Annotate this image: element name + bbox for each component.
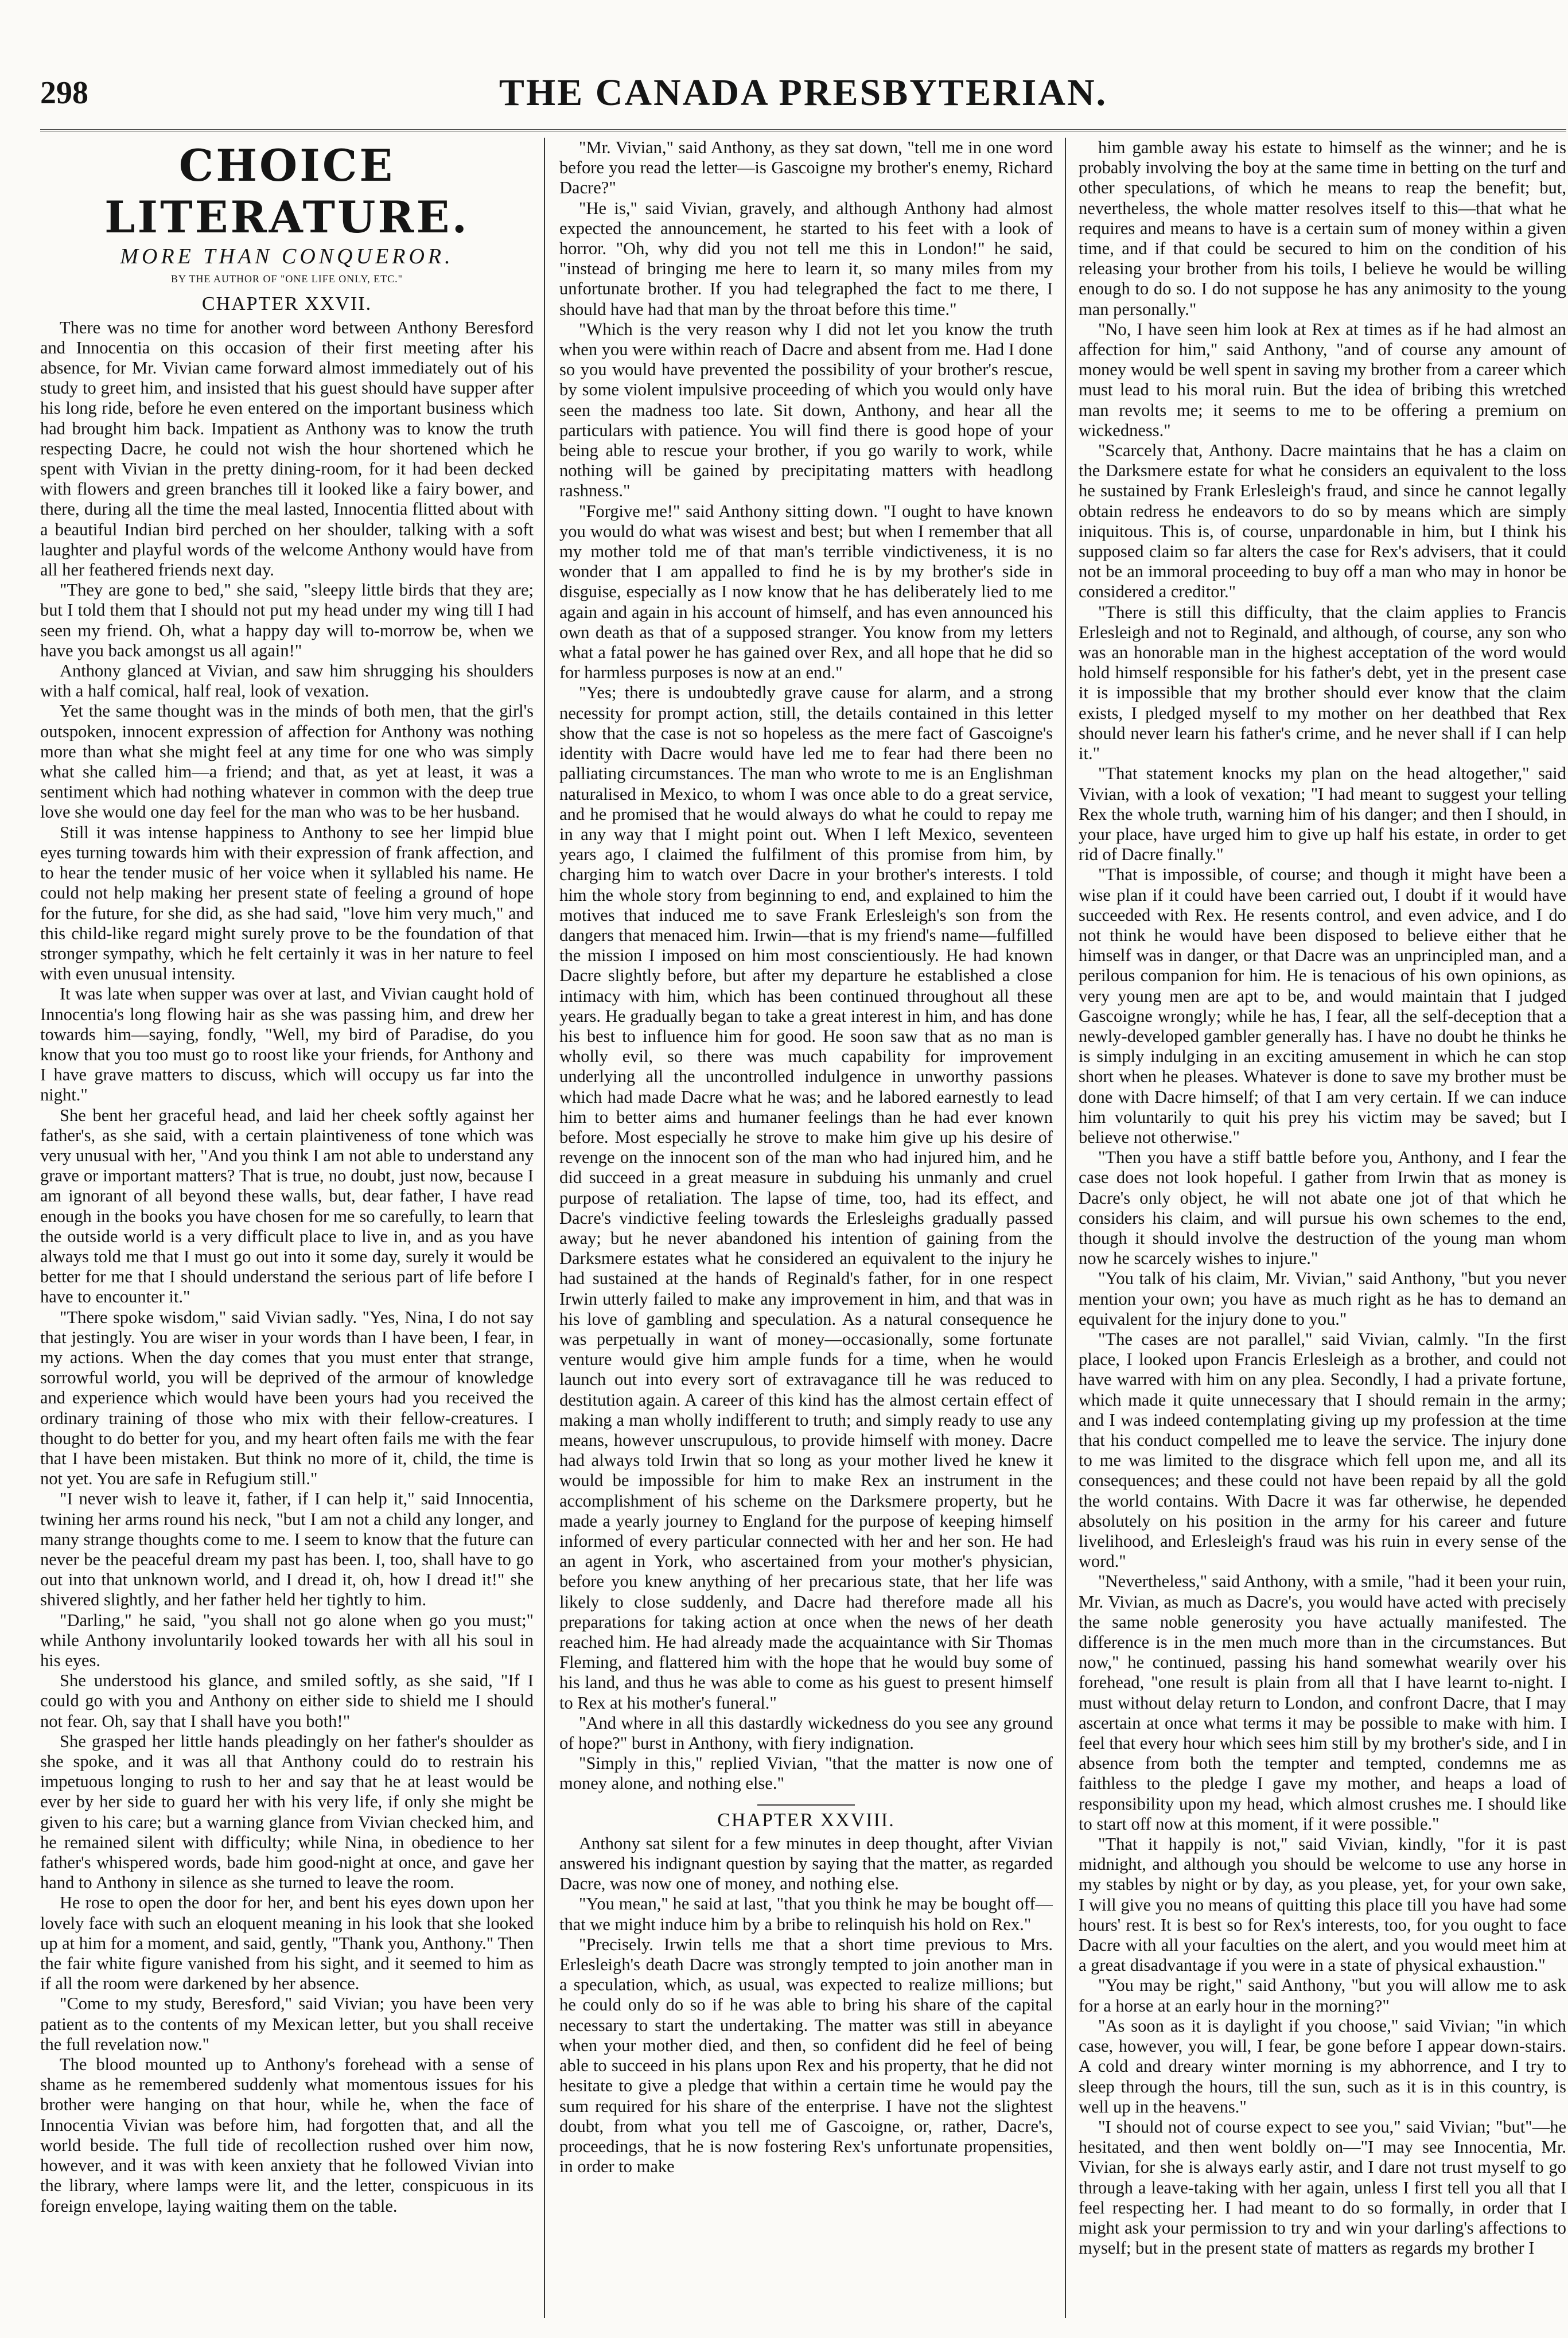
paragraph: She grasped her little hands pleadingly on her father's shoulder as she spoke, and it was all that Anthony could do to restrain his impetuous longing to rush to her and say that he at least would be ever by her side to guard her with his very life, if only she might be given to his care; but a warning glance from Vivian checked him, and he remained silent with difficulty; while Nina, in obedience to her father's whispered words, bade him good-night at once, and gave her hand to Anthony in silence as she turned to leave the room.: [40, 1731, 534, 1893]
masthead-rule: [40, 129, 1566, 131]
paragraph: "As soon as it is daylight if you choose," said Vivian; "in which case, however, you will, I fear, be gone before I appear down-stairs. A cold and dreary winter morning is my abhorrence, and I try to sleep through the hours, till the sun, such as it is in this country, is well up in the heavens.": [1079, 2016, 1566, 2117]
paragraph: "I should not of course expect to see you," said Vivian; "but"—he hesitated, and then went boldly on—"I may see Innocentia, Mr. Vivian, for she is always early astir, and I dare not trust myself to go through a leave-taking with her again, unless I first tell you all that I feel respecting her. I had meant to do so formally, in order that I might ask your permission to try and win your darling's affections to myself; but in the present state of matters as regards my brother I: [1079, 2117, 1566, 2258]
paragraph: "Then you have a stiff battle before you, Anthony, and I fear the case does not look hopeful. I gather from Irwin that as money is Dacre's only object, he will not abate one jot of that which he considers his claim, and will pursue his own schemes to the end, though it should involve the destruction of the young man whom now he scarcely wishes to injure.": [1079, 1147, 1566, 1269]
paragraph: "Which is the very reason why I did not let you know the truth when you were within reach of Dacre and absent from me. Had I done so you would have prevented the possibility of your brother's rescue, by some violent impulsive proceeding of which you would only have seen the madness too late. Sit down, Anthony, and hear all the particulars with patience. You will find there is good hope of your being able to rescue your brother, if you go warily to work, while nothing will be gained by precipitating matters with headlong rashness.": [559, 319, 1053, 501]
paragraph: "He is," said Vivian, gravely, and although Anthony had almost expected the announcement, he started to his feet with a look of horror. "Oh, why did you not tell me this in London!" he said, "instead of bringing me here to learn it, so many miles from my unfortunate brother. If you had telegraphed the fact to me there, I should have had that man by the throat before this time.": [559, 198, 1053, 319]
section-heading: CHOICE LITERATURE.: [104, 140, 469, 243]
paragraph: "Yes; there is undoubtedly grave cause for alarm, and a strong necessity for prompt action, still, the details contained in this letter show that the case is not so hopeless as the mere fact of Gascoigne's identity with Dacre would have led me to fear had there been no palliating circumstances. The man who wrote to me is an Englishman naturalised in Mexico, to whom I was once able to do a great service, and he promised that he would always do what he could to repay me in any way that I might point out. When I left Mexico, seventeen years ago, I claimed the fulfilment of this promise from him, by charging him to watch over Dacre in your brother's interests. I told him the whole story from beginning to end, and explained to him the motives that induced me to save Frank Erlesleigh's son from the dangers that menaced him. Irwin—that is my friend's name—fulfilled the mission I imposed on him most conscientiously. He had known Dacre slightly before, but after my departure he established a close intimacy with him, which has been continued throughout all these years. He gradually began to take a great interest in him, and has done his best to influence him for good. He soon saw that as no man is wholly evil, so there was much capability for improvement underlying all the uncontrolled indulgence in unworthy passions which had made Dacre what he was; and he labored earnestly to lead him to better aims and humaner feelings than he had ever known before. Most especially he strove to make him give up his desire of revenge on the innocent son of the man who had injured him, and he did succeed in a great measure in subduing his unmanly and cruel purpose of retaliation. The lapse of time, too, had its effect, and Dacre's vindictive feeling towards the Erlesleighs gradually passed away; but he never abandoned his intention of gaining from the Darksmere estates what he considered an equivalent to the injury he had sustained at the hands of Reginald's father, for in one respect Irwin utterly failed to make any improvement in him, and that was in his love of gambling and speculation. As a natural consequence he was perpetually in want of money—occasionally, some fortunate venture would give him ample funds for a time, when he would launch out into every sort of extravagance till he was reduced to destitution again. A career of this kind has the almost certain effect of making a man wholly indifferent to truth; and simply ready to use any means, however unscrupulous, to provide himself with money. Dacre had always told Irwin that so long as your mother lived he knew it would be impossible for him to make Rex an instrument in the accomplishment of his scheme on the Darksmere property, but he made a yearly journey to England for the purpose of keeping himself informed of every particular connected with her and her son. He had an agent in York, who ascertained from your mother's physician, before you knew anything of her precarious state, that her life was likely to close suddenly, and Dacre had therefore made all his preparations for taking action at once when the news of her death reached him. He had already made the acquaintance with Sir Thomas Fleming, and flattered him with the hope that he would buy some of his land, and thus he was able to come as his guest to present himself to Rex at his mother's funeral.": [559, 683, 1053, 1713]
paragraph: "Forgive me!" said Anthony sitting down. "I ought to have known you would do what was wisest and best; but when I remember that all my mother told me of that man's terrible vindictiveness, it is no wonder that I am appalled to find he is by my brother's side in disguise, especially as I now know that he has deliberately lied to me again and again in his account of himself, and has even announced his own death as that of a supposed stranger. You know from my letters what a fatal power he has gained over Rex, and all hope that he did so for harmless purposes is now at an end.": [559, 501, 1053, 683]
paragraph: The blood mounted up to Anthony's forehead with a sense of shame as he remembered suddenly what momentous issues for his brother were hanging on that hour, while he, when the face of Innocentia Vivian was before him, had forgotten that, and all the world beside. The full tide of recollection rushed over him now, however, and it was with keen anxiety that he followed Vivian into the library, where lamps were lit, and the letter, conspicuous in its foreign envelope, laying waiting them on the table.: [40, 2055, 534, 2216]
publication-title: THE CANADA PRESBYTERIAN.: [499, 72, 1108, 114]
paragraph: "And where in all this dastardly wickedness do you see any ground of hope?" burst in Anthony, with fiery indignation.: [559, 1713, 1053, 1753]
paragraph: "They are gone to bed," she said, "sleepy little birds that they are; but I told them that I should not put my head under my wing till I had seen my friend. Oh, what a happy day will to-morrow be, when we have you back amongst us all again!": [40, 580, 534, 660]
paragraph: "Simply in this," replied Vivian, "that the matter is now one of money alone, and nothing else.": [559, 1753, 1053, 1794]
paragraph: "Nevertheless," said Anthony, with a smile, "had it been your ruin, Mr. Vivian, as much as Dacre's, you would have acted with precisely the same noble generosity you have actually manifested. The difference is in the men much more than in the circumstances. But now," he continued, passing his hand somewhat wearily over his forehead, "one result is plain from all that I have learnt to-night. I must without delay return to London, and confront Dacre, that I may ascertain at once what terms it may be possible to make with him. I feel that every hour which sees him still by my brother's side, and I in absence from both the tempter and tempted, condemns me as faithless to the pledge I gave my mother, and heaps a load of responsibility upon my head, which almost crushes me. I should like to start off now at this moment, if it were possible.": [1079, 1571, 1566, 1834]
column-three: [1079, 138, 1566, 2318]
paragraph: "Darling," he said, "you shall not go alone when go you must;" while Anthony involuntarily looked towards her with all his soul in his eyes.: [40, 1610, 534, 1671]
paragraph: "Scarcely that, Anthony. Dacre maintains that he has a claim on the Darksmere estate for what he considers an equivalent to the loss he sustained by Frank Erlesleigh's fraud, and since he cannot legally obtain redress he endeavors to do so by means which are simply iniquitous. This is, of course, unpardonable in him, but I think his supposed claim so far alters the case for Rex's advisers, that it could not be an immoral proceeding to buy off a man who may in honor be considered a creditor.": [1079, 441, 1566, 602]
paragraph: "The cases are not parallel," said Vivian, calmly. "In the first place, I looked upon Francis Erlesleigh as a brother, and could not have warred with him on any plea. Secondly, I had a private fortune, which made it quite unnecessary that I should remain in the army; and I was indeed contemplating giving up my profession at the time that his conduct compelled me to leave the service. The injury done to me was limited to the disgrace which fell upon me, and all its consequences; and these could not have been repaid by all the gold the world contains. With Dacre it was far otherwise, he depended absolutely on his position in the army for his career and future livelihood, and Erlesleigh's fraud was his ruin in every sense of the word.": [1079, 1329, 1566, 1571]
column-two-body-continued: [559, 1834, 1053, 2177]
page-number: 298: [40, 75, 88, 111]
paragraph: Anthony sat silent for a few minutes in deep thought, after Vivian answered his indignant question by saying that the matter, as regarded Dacre, was now one of money, and nothing else.: [559, 1833, 1053, 1894]
paragraph: "That is impossible, of course; and though it might have been a wise plan if it could have been carried out, I doubt if it would have succeeded with Rex. He resents control, and even advice, and I do not think he would have been disposed to believe either that he himself was in danger, or that Dacre was an unprincipled man, and a perilous companion for him. He is tenacious of his own opinions, as very young men are apt to be, and would maintain that I judged Gascoigne wrongly; while he has, I fear, all the self-deception that a newly-developed gambler generally has. I have no doubt he thinks he is simply indulging in an exciting amusement in which he can stop short when he pleases. Whatever is done to save my brother must be done with Dacre himself; of that I am very certain. If we can induce him voluntarily to quit his prey his victim may be saved; but I believe not otherwise.": [1079, 865, 1566, 1147]
paragraph: She understood his glance, and smiled softly, as she said, "If I could go with you and Anthony on either side to shield me I should not fear. Oh, say that I shall have you both!": [40, 1671, 534, 1731]
column-one-body: [40, 318, 534, 2216]
paragraph: "Come to my study, Beresford," said Vivian; you have been very patient as to the contents of my Mexican letter, but you shall receive the full revelation now.": [40, 1994, 534, 2054]
paragraph: "You may be right," said Anthony, "but you will allow me to ask for a horse at an early hour in the morning?": [1079, 1975, 1566, 2016]
paragraph: "I never wish to leave it, father, if I can help it," said Innocentia, twining her arms round his neck, "but I am not a child any longer, and many strange thoughts come to me. I seem to know that the future can never be the peaceful dream my past has been. I, too, shall have to go out into that unknown world, and I dread it, oh, how I dread it!" she shivered slightly, and her father held her tightly to him.: [40, 1489, 534, 1610]
paragraph: "Mr. Vivian," said Anthony, as they sat down, "tell me in one word before you read the letter—is Gascoigne my brother's enemy, Richard Dacre?": [559, 138, 1053, 198]
paragraph: It was late when supper was over at last, and Vivian caught hold of Innocentia's long flowing hair as she was passing him, and drew her towards him—saying, fondly, "Well, my bird of Paradise, do you know that you too must go to roost like your friends, for Anthony and I have grave matters to discuss, which will occupy us far into the night.": [40, 984, 534, 1105]
paragraph: She bent her graceful head, and laid her cheek softly against her father's, as she said, with a certain plaintiveness of tone which was very unusual with her, "And you think I am not able to understand any grave or important matters? That is true, no doubt, just now, because I am ignorant of all beyond these walls, but, dear father, I have read enough in the books you have chosen for me so carefully, to learn that the outside world is a very difficult place to live in, and as you have always told me that I must go out into it some day, surely it would be better for me that I should understand the serious part of life before I have to encounter it.": [40, 1105, 534, 1307]
chapter-heading-2: CHAPTER XXVIII.: [717, 1809, 895, 1831]
paragraph: "No, I have seen him look at Rex at times as if he had almost an affection for him," said Anthony, "and of course any amount of money would be well spent in saving my brother from a career which must lead to his moral ruin. But the idea of bribing this wretched man revolts me; it seems to me to be offering a premium on wickedness.": [1079, 319, 1566, 440]
paragraph: Still it was intense happiness to Anthony to see her limpid blue eyes turning towards him with their expression of frank affection, and to hear the tender music of her voice when it syllabled his name. He could not help making her present state of feeling a ground of hope for the future, for she did, as she had said, "love him very much," and this child-like regard might surely prove to be the foundation of that stronger sympathy, which he felt certainly it was in her nature to feel with even unusual intensity.: [40, 822, 534, 984]
paragraph: Anthony glanced at Vivian, and saw him shrugging his shoulders with a half comical, half real, look of vexation.: [40, 661, 534, 701]
paragraph: Yet the same thought was in the minds of both men, that the girl's outspoken, innocent expression of affection for Anthony was nothing more than what she might feel at any time for one who was simply what she called him—a friend; and that, as yet at least, it was a sentiment which had nothing whatever in common with the deep true love she would one day feel for the man who was to be her husband.: [40, 701, 534, 822]
chapter-divider: [757, 1804, 855, 1806]
chapter-heading: CHAPTER XXVII.: [201, 293, 372, 315]
column-divider-left: [544, 138, 545, 2318]
story-title: MORE THAN CONQUEROR.: [120, 244, 454, 269]
paragraph: him gamble away his estate to himself as the winner; and he is probably involving the boy at the same time in betting on the turf and other speculations, of which he means to reap the benefit; but, nevertheless, the whole matter resolves itself to this—that what he requires and means to have is a certain sum of money within a given time, and if that could be secured to him on the condition of his releasing your brother from his toils, I believe he would be willing enough to do so. I do not suppose he has any animosity to the young man personally.": [1079, 138, 1566, 319]
column-one: [40, 138, 534, 2318]
paragraph: "That statement knocks my plan on the head altogether," said Vivian, with a look of vexation; "I had meant to suggest your telling Rex the whole truth, warning him of his danger; and then I should, in your place, have urged him to give up half his estate, in order to get rid of Dacre finally.": [1079, 764, 1566, 865]
story-byline: BY THE AUTHOR OF "ONE LIFE ONLY, ETC.": [170, 273, 403, 285]
column-divider-right: [1065, 138, 1066, 2318]
column-two: [559, 138, 1053, 2318]
paragraph: "You mean," he said at last, "that you think he may be bought off—that we might induce him by a bribe to relinquish his hold on Rex.": [559, 1894, 1053, 1934]
paragraph: "You talk of his claim, Mr. Vivian," said Anthony, "but you never mention your own; you have as much right as he has to demand an equivalent for the injury done to you.": [1079, 1269, 1566, 1329]
paragraph: He rose to open the door for her, and bent his eyes down upon her lovely face with such an eloquent meaning in his look that she looked up at him for a moment, and said, gently, "Thank you, Anthony." Then the fair white figure vanished from his sight, and it seemed to him as if all the room were darkened by her absence.: [40, 1893, 534, 1994]
column-two-body: [559, 138, 1053, 1794]
paragraph: "Precisely. Irwin tells me that a short time previous to Mrs. Erlesleigh's death Dacre was strongly tempted to join another man in a speculation, which, as usual, was expected to realize millions; but he could only do so if he was able to bring his share of the capital necessary to start the undertaking. The matter was still in abeyance when your mother died, and then, so confident did he feel of being able to succeed in his plans upon Rex and his property, that he did not hesitate to give a pledge that within a certain time he would pay the sum required for his share of the enterprise. I have not the slightest doubt, from what you tell me of Gascoigne, or, rather, Dacre's, proceedings, that he is now fostering Rex's unfortunate propensities, in order to make: [559, 1934, 1053, 2177]
masthead: [40, 72, 1566, 114]
paragraph: There was no time for another word between Anthony Beresford and Innocentia on this occasion of their first meeting after his absence, for Mr. Vivian came forward almost immediately out of his study to greet him, and insisted that his guest should have supper after his long ride, before he even entered on the important business which had brought him back. Impatient as Anthony was to know the truth respecting Dacre, he could not wish the hour shortened which he spent with Vivian in the pretty dining-room, for it had been decked with flowers and green branches till it looked like a fairy bower, and there, during all the time the meal lasted, Innocentia flitted about with a beautiful Indian bird perched on her shoulder, talking with a soft laughter and playful words of the welcome Anthony would have from all her feathered friends next day.: [40, 317, 534, 580]
paragraph: "There spoke wisdom," said Vivian sadly. "Yes, Nina, I do not say that jestingly. You are wiser in your words than I have been, I fear, in my actions. When the day comes that you must enter that strange, sorrowful world, you will be deprived of the armour of knowledge and experience which would have been yours had you received the ordinary training of those who mix with their fellow-creatures. I thought to do better for you, and my heart often fails me with the fear that I have been mistaken. But think no more of it, child, the time is not yet. You are safe in Refugium still.": [40, 1307, 534, 1489]
column-three-body: [1079, 138, 1566, 2258]
paragraph: "That it happily is not," said Vivian, kindly, "for it is past midnight, and although you should be welcome to use any horse in my stables by night or by day, as you please, yet, for your own sake, I will give you no means of quitting this place till you have had some hours' rest. It is best so for Rex's interests, too, for you ought to face Dacre with all your faculties on the alert, and you would meet him at a great disadvantage if you were in a state of physical exhaustion.": [1079, 1834, 1566, 1975]
paragraph: "There is still this difficulty, that the claim applies to Francis Erlesleigh and not to Reginald, and although, of course, any son who was an honorable man in the highest acceptation of the word would hold himself responsible for his father's debt, yet in the present case it is impossible that my brother should ever know that the claim exists, I pledged myself to my mother on her deathbed that Rex should never learn his father's crime, and he never shall if I can help it.": [1079, 602, 1566, 764]
